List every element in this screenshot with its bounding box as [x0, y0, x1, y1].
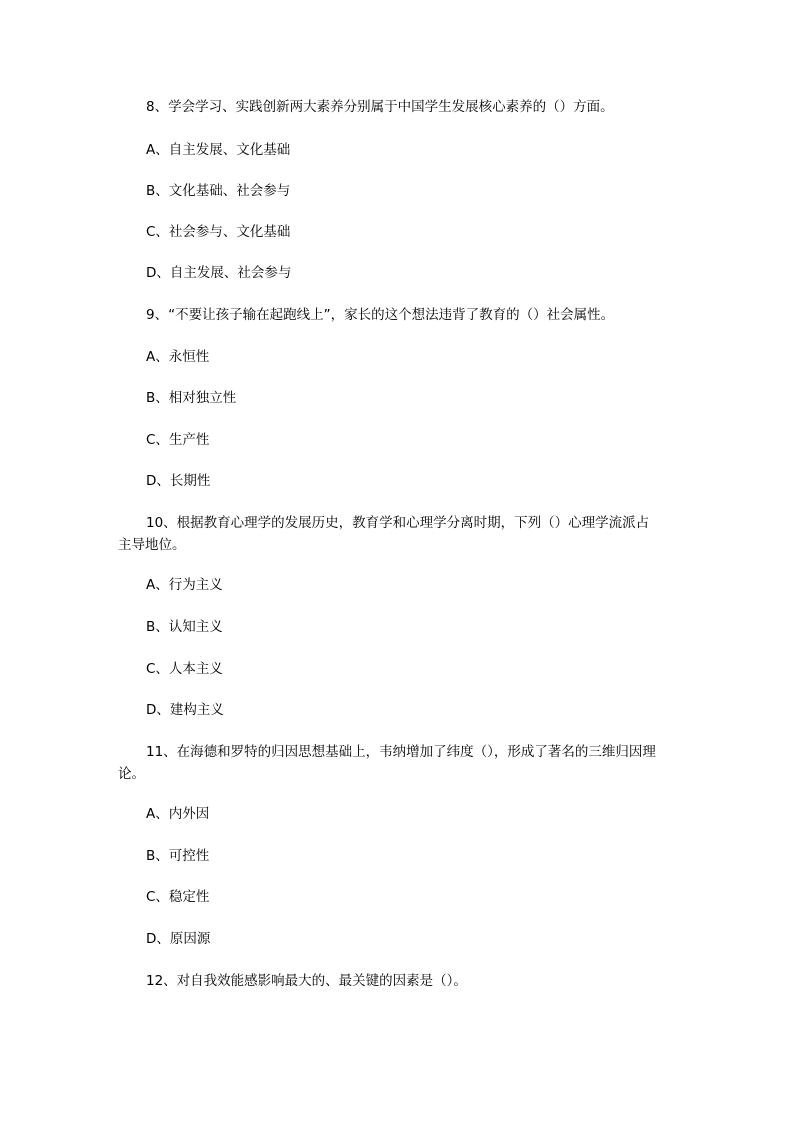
question-11-option-c: C、稳定性 — [146, 889, 210, 905]
question-9-option-d: D、长期性 — [146, 473, 211, 489]
question-9-option-c: C、生产性 — [146, 432, 210, 448]
question-12-stem: 12、对自我效能感影响最大的、最关键的因素是（）。 — [146, 973, 467, 989]
question-11-option-b: B、可控性 — [146, 848, 210, 864]
question-11-option-d: D、原因源 — [146, 931, 211, 947]
question-9-option-a: A、永恒性 — [146, 349, 210, 365]
question-10-stem-line2: 主导地位。 — [118, 537, 186, 553]
question-10-option-b: B、认知主义 — [146, 619, 223, 635]
question-11-stem-line1: 11、在海德和罗特的归因思想基础上，韦纳增加了纬度（），形成了著名的三维归因理 — [146, 744, 656, 760]
question-10-option-c: C、人本主义 — [146, 661, 223, 677]
question-10-option-a: A、行为主义 — [146, 577, 223, 593]
question-8-option-c: C、社会参与、文化基础 — [146, 224, 291, 240]
question-8-option-d: D、自主发展、社会参与 — [146, 265, 292, 281]
question-10-stem-line1: 10、根据教育心理学的发展历史，教育学和心理学分离时期，下列（）心理学流派占 — [146, 515, 650, 531]
question-8-option-a: A、自主发展、文化基础 — [146, 142, 291, 158]
question-11-option-a: A、内外因 — [146, 806, 210, 822]
question-9-option-b: B、相对独立性 — [146, 390, 237, 406]
question-8-option-b: B、文化基础、社会参与 — [146, 183, 291, 199]
question-10-option-d: D、建构主义 — [146, 702, 224, 718]
question-11-stem-line2: 论。 — [118, 766, 145, 782]
question-8-stem: 8、学会学习、实践创新两大素养分别属于中国学生发展核心素养的（）方面。 — [146, 99, 614, 115]
question-9-stem: 9、“不要让孩子输在起跑线上”，家长的这个想法违背了教育的（）社会属性。 — [146, 307, 615, 323]
